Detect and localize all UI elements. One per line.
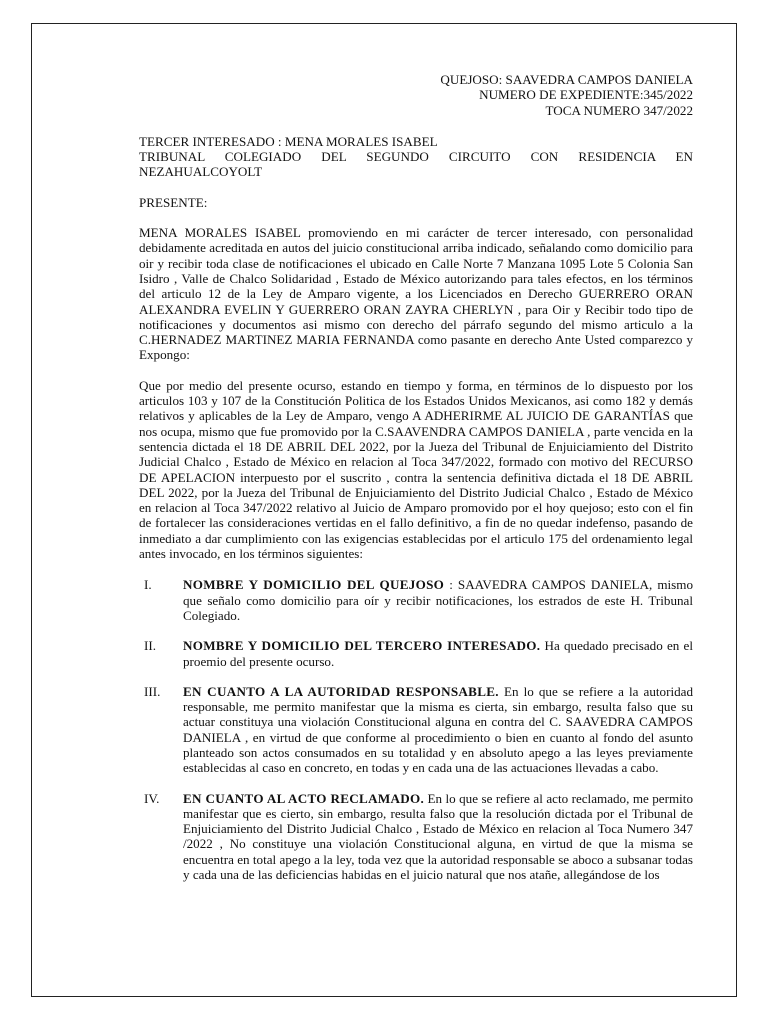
list-item (139, 791, 693, 883)
item-text: Ha quedado precisado en el proemio del presente ocurso. (183, 638, 693, 669)
quejoso-line: QUEJOSO: SAAVEDRA CAMPOS DANIELA (440, 72, 693, 87)
item-title: EN CUANTO AL ACTO RECLAMADO. (183, 790, 425, 806)
item-text: En lo que se refiere a la autoridad responsable, me permito manifestar que la misma es cierta, sin embargo, resulta falso que su actuar constituya una violación Constitucional alguna en contra del C. SAAVEDRA CAMPOS DANIELA , en virtud de que conforme al procedimiento o bien en cuanto al fondo del asunto planteado son actos consumados en su totalidad y en absoluto apego a las leyes previamente establecidas al caso en concreto, en todas y en cada una de las actuaciones llevadas a cabo. (183, 683, 694, 776)
case-header (139, 72, 693, 118)
item-text: En lo que se refiere al acto reclamado, me permito manifestar que es cierto, sin embargo, resulta falso que la resolución dictada por el Tribunal de Enjuiciamiento del Distrito Judicial Chalco , Estado de México en relacion al Toca Numero 347 /2022 , No constituye una violación Constitucional alguna, en virtud de que la misma se encuentra en total apego a la ley, toda vez que la autoridad responsable se aboco a subsanar todas y cada una de las deficiencias habidas en el juicio natural que nos atañe, allegándose de los (183, 790, 693, 883)
item-number: I. (144, 577, 152, 593)
item-title: NOMBRE Y DOMICILIO DEL TERCERO INTERESADO. (183, 638, 541, 654)
intro-paragraph: MENA MORALES ISABEL promoviendo en mi carácter de tercer interesado, con personalidad debidamente acreditada en autos del juicio constitucional arriba indicado, señalando como domicilio para oir y recibir toda clase de notificaciones el ubicado en Calle Norte 7 Manzana 1095 Lote 5 Colonia San Isidro , Valle de Chalco Solidaridad , Estado de México autorizando para tales efectos, en los términos del articulo 12 de la Ley de Amparo vigente, a los Licenciados en Derecho GUERRERO ORAN ALEXANDRA EVELIN Y GUERRERO ORAN ZAYRA CHERLYN , para Oir y Recibir todo tipo de notificaciones y documentos asi mismo con derecho del párrafo segundo del mismo articulo a la C.HERNADEZ MARTINEZ MARIA FERNANDA como pasante en derecho Ante Usted comparezco y Expongo: (139, 225, 693, 363)
addressee-block (139, 134, 693, 180)
toca-line: TOCA NUMERO 347/2022 (545, 102, 693, 118)
document-page (31, 23, 737, 997)
tribunal-line: TRIBUNAL COLEGIADO DEL SEGUNDO CIRCUITO CON RESIDENCIA EN NEZAHUALCOYOLT (139, 149, 693, 180)
item-title: EN CUANTO A LA AUTORIDAD RESPONSABLE. (183, 683, 499, 699)
item-number: III. (144, 683, 161, 699)
tercer-interesado-line: TERCER INTERESADO : MENA MORALES ISABEL (139, 133, 438, 149)
item-title: NOMBRE Y DOMICILIO DEL QUEJOSO (183, 577, 445, 593)
item-text: : SAAVEDRA CAMPOS DANIELA, mismo que señalo como domicilio para oír y recibir notificaciones, los estrados de este H. Tribunal Colegiado. (183, 577, 693, 623)
presente-heading: PRESENTE: (139, 194, 208, 210)
document-body (139, 72, 693, 897)
item-number: IV. (144, 790, 160, 806)
adhesion-paragraph: Que por medio del presente ocurso, estando en tiempo y forma, en términos de lo dispuesto por los articulos 103 y 107 de la Constitución Politica de los Estados Unidos Mexicanos, asi como 182 y demás relativos y aplicables de la Ley de Amparo, vengo A ADHERIRME AL JUICIO DE GARANTÍAS que nos ocupa, mismo que fue promovido por la C.SAAVENDRA CAMPOS DANIELA , parte vencida en la sentencia dictada el 18 DE ABRIL DEL 2022, por la Jueza del Tribunal de Enjuiciamiento del Distrito Judicial Chalco , Estado de México en relacion al Toca 347/2022, formado con motivo del RECURSO DE APELACION interpuesto por el suscrito , contra la sentencia definitiva dictada el 18 DE ABRIL DEL 2022, por la Jueza del Tribunal de Enjuiciamiento del Distrito Judicial Chalco , Estado de México en relacion al Toca 347/2022 relativo al Juicio de Amparo promovido por el hoy quejoso; esto con el fin de fortalecer las consideraciones vertidas en el fallo definitivo, a fin de no quedar indefenso, pasando de inmediato a dar cumplimiento con las exigencias establecidas por el articulo 175 del ordenamiento legal antes invocado, en los términos siguientes: (139, 377, 693, 562)
item-number: II. (144, 638, 156, 654)
expediente-line: NUMERO DE EXPEDIENTE:345/2022 (479, 87, 693, 103)
list-item (139, 577, 693, 623)
numbered-list (139, 577, 693, 882)
list-item (139, 684, 693, 776)
list-item (139, 638, 693, 669)
